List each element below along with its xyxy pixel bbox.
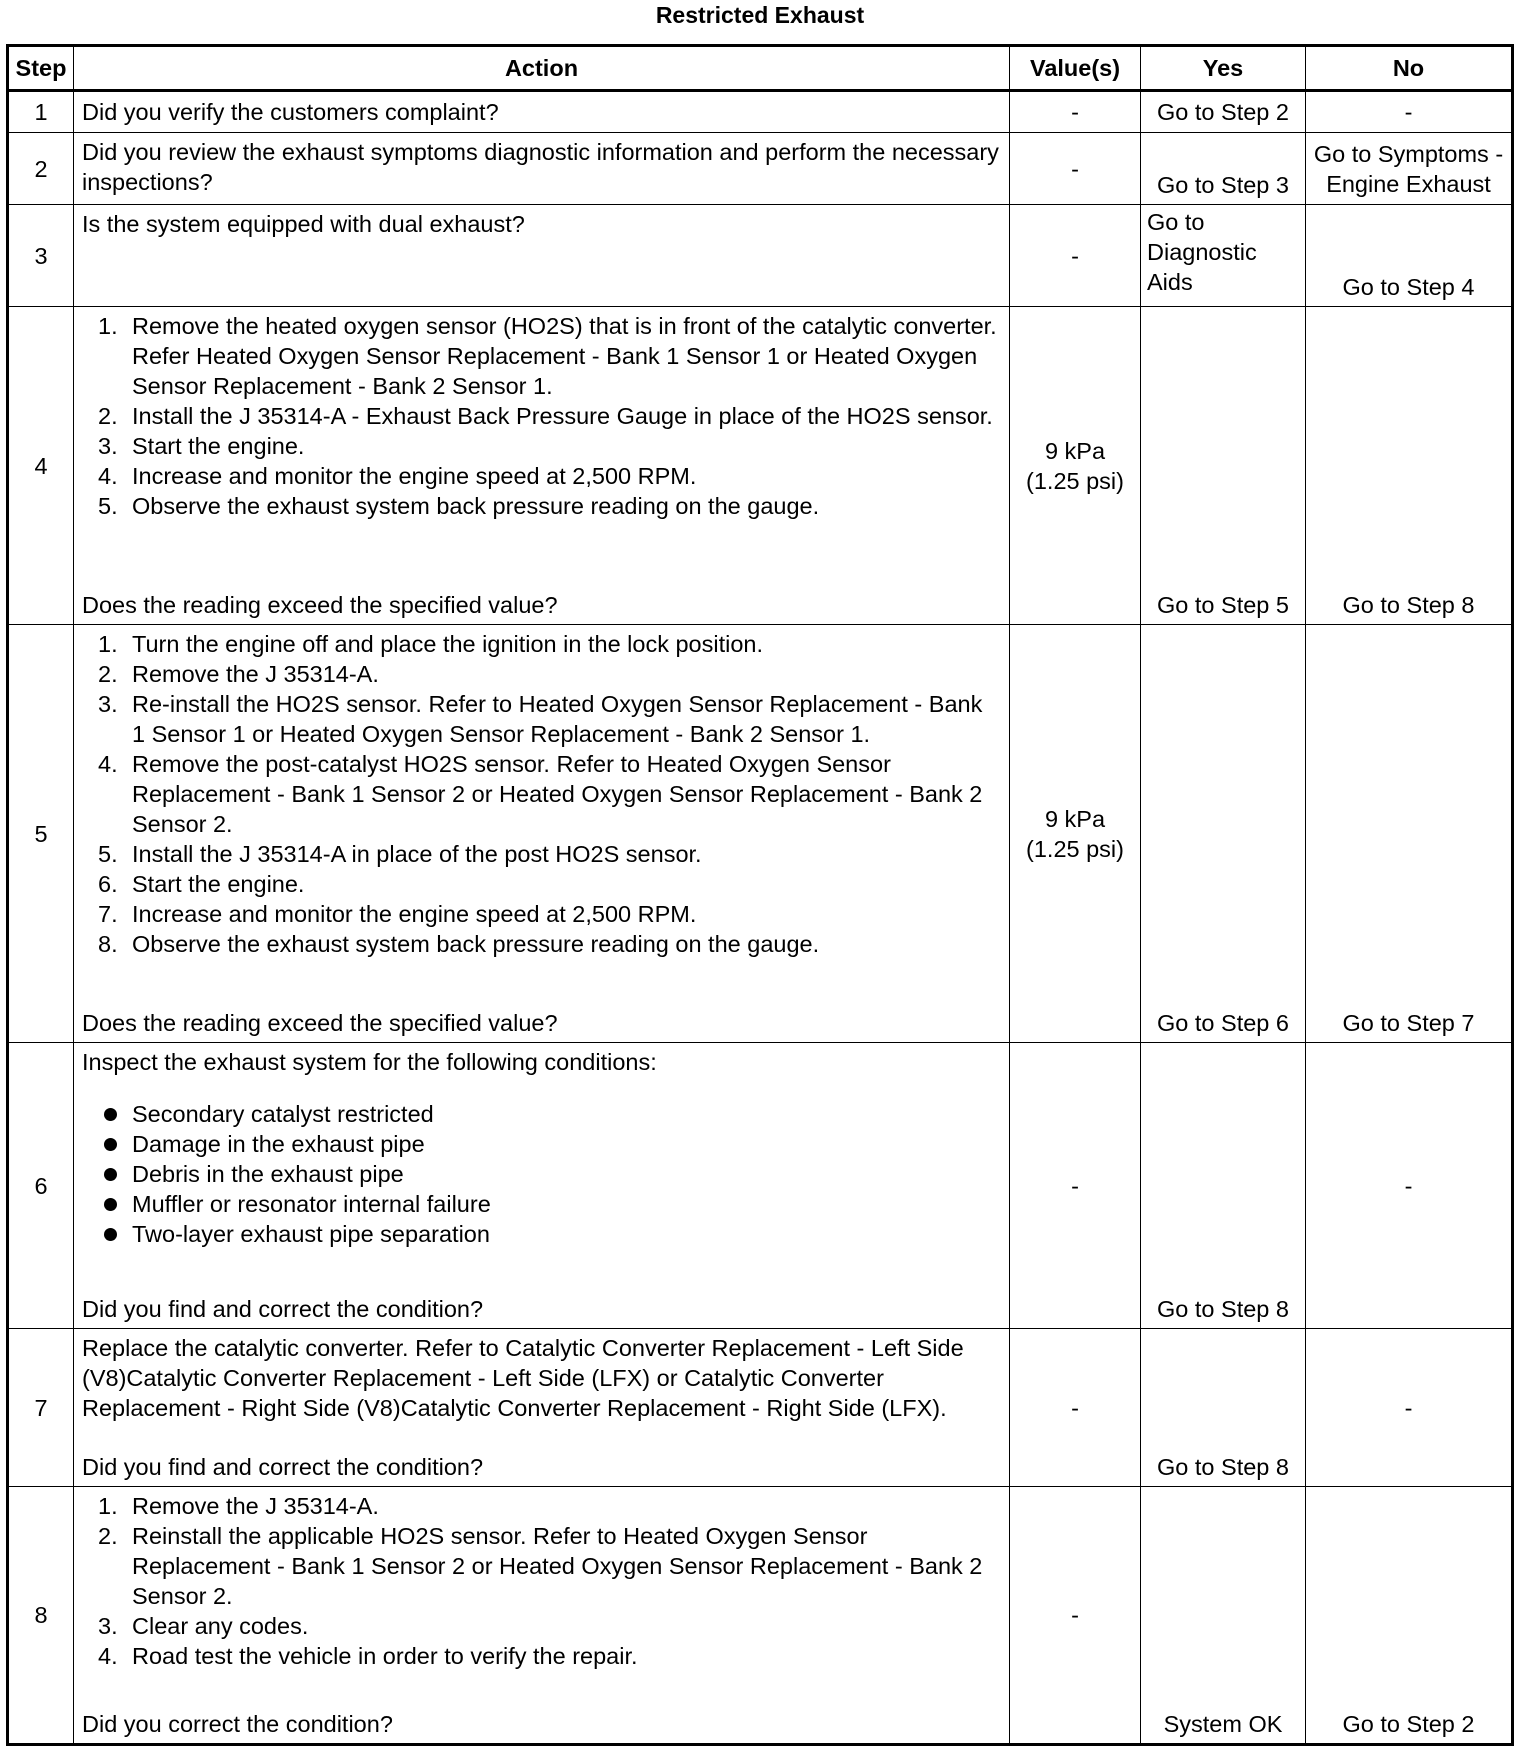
action-question: Does the reading exceed the specified value?	[82, 1010, 558, 1036]
list-item: 5. Observe the exhaust system back pressure reading on the gauge.	[98, 493, 820, 519]
list-item: 2. Install the J 35314-A - Exhaust Back Pressure Gauge in place of the HO2S sensor.	[98, 403, 993, 429]
list-item: 2. Remove the J 35314-A.	[98, 661, 379, 687]
action-cell	[74, 133, 1010, 205]
table-row	[8, 625, 1513, 1043]
yes-text: Go to Step 6	[1157, 1010, 1289, 1036]
step-number: 8	[8, 1487, 74, 1745]
table-row	[8, 1043, 1513, 1329]
list-item: 6. Start the engine.	[98, 871, 305, 897]
step-number: 7	[8, 1329, 74, 1487]
action-intro: Replace the catalytic converter. Refer to Catalytic Converter Replacement - Left Side (V8)Catalytic Converter Replacement - Left Side (LFX) or Catalytic Converter Replacement - Right Side (V8)Catalytic Converter Replacement - Right Side (LFX).	[82, 1335, 964, 1421]
no-text: Go to Step 7	[1342, 1010, 1475, 1036]
list-item: 1. Remove the heated oxygen sensor (HO2S) that is in front of the catalytic converter. Refer Heated Oxygen Sensor Replacement - Bank 1 Sensor 1 or Heated Oxygen Sensor Replacement - Bank 2 Sensor 1.	[98, 313, 997, 399]
action-cell	[74, 1043, 1010, 1329]
action-cell	[74, 1329, 1010, 1487]
list-item: 4. Increase and monitor the engine speed at 2,500 RPM.	[98, 463, 697, 489]
list-item: 1. Turn the engine off and place the ignition in the lock position.	[98, 631, 764, 657]
value-cell: -	[1010, 205, 1141, 307]
value-cell: -	[1010, 133, 1141, 205]
value-kpa: 9 kPa	[1044, 805, 1106, 832]
action-cell	[74, 625, 1010, 1043]
yes-text: Go to Step 3	[1157, 172, 1289, 198]
bullet-icon	[98, 1159, 132, 1189]
no-cell: -	[1306, 1329, 1513, 1487]
yes-cell	[1141, 307, 1306, 625]
list-item: Secondary catalyst restricted	[82, 1099, 1001, 1129]
list-item: 3. Clear any codes.	[98, 1613, 309, 1639]
action-cell	[74, 1487, 1010, 1745]
action-text: Did you verify the customers complaint?	[82, 99, 499, 125]
no-cell	[1306, 1487, 1513, 1745]
table-row	[8, 91, 1513, 133]
yes-text: System OK	[1163, 1711, 1283, 1737]
action-text: Is the system equipped with dual exhaust?	[82, 211, 525, 237]
yes-cell	[1141, 1043, 1306, 1329]
yes-cell	[1141, 1487, 1306, 1745]
step-number: 5	[8, 625, 74, 1043]
no-cell	[1306, 205, 1513, 307]
value-cell: -	[1010, 91, 1141, 133]
yes-cell	[1141, 1329, 1306, 1487]
header-yes: Yes	[1141, 46, 1306, 91]
value-cell	[1010, 625, 1141, 1043]
no-text: Go to Step 2	[1342, 1711, 1475, 1737]
list-item: Muffler or resonator internal failure	[82, 1189, 1001, 1219]
value-kpa: 9 kPa	[1044, 437, 1106, 464]
bullet-icon	[98, 1219, 132, 1249]
value-psi: (1.25 psi)	[1026, 467, 1124, 494]
action-steps	[82, 625, 1001, 959]
table-row	[8, 205, 1513, 307]
list-item: 8. Observe the exhaust system back pressure reading on the gauge.	[98, 931, 820, 957]
action-steps	[82, 1487, 1001, 1671]
table-row	[8, 1329, 1513, 1487]
list-item: 7. Increase and monitor the engine speed at 2,500 RPM.	[98, 901, 697, 927]
step-number: 3	[8, 205, 74, 307]
yes-text: Go to Step 8	[1157, 1454, 1289, 1480]
value-cell: -	[1010, 1329, 1141, 1487]
header-action: Action	[74, 46, 1010, 91]
table-row	[8, 307, 1513, 625]
step-number: 1	[8, 91, 74, 133]
list-item: 4. Remove the post-catalyst HO2S sensor. Refer to Heated Oxygen Sensor Replacement - Bank 1 Sensor 2 or Heated Oxygen Sensor Replacement - Bank 2 Sensor 2.	[98, 751, 983, 837]
list-item: Two-layer exhaust pipe separation	[82, 1219, 1001, 1249]
yes-text: Go to Diagnostic Aids	[1147, 209, 1257, 295]
value-psi: (1.25 psi)	[1026, 835, 1124, 862]
table-header-row	[8, 46, 1513, 91]
bullet-icon	[98, 1189, 132, 1219]
no-cell: Go to Symptoms - Engine Exhaust	[1306, 133, 1513, 205]
list-item: 4. Road test the vehicle in order to verify the repair.	[98, 1643, 638, 1669]
value-cell	[1010, 307, 1141, 625]
step-number: 4	[8, 307, 74, 625]
action-question: Did you find and correct the condition?	[82, 1296, 484, 1322]
list-item: Debris in the exhaust pipe	[82, 1159, 1001, 1189]
yes-cell	[1141, 205, 1306, 307]
table-row	[8, 1487, 1513, 1745]
step-number: 6	[8, 1043, 74, 1329]
no-cell	[1306, 625, 1513, 1043]
yes-cell	[1141, 625, 1306, 1043]
yes-cell	[1141, 133, 1306, 205]
step-number: 2	[8, 133, 74, 205]
condition-list	[82, 1099, 1001, 1249]
value-cell: -	[1010, 1043, 1141, 1329]
action-steps	[82, 307, 1001, 521]
page-title: Restricted Exhaust	[655, 2, 865, 28]
yes-text: Go to Step 5	[1157, 592, 1289, 618]
table-row	[8, 133, 1513, 205]
no-cell: -	[1306, 1043, 1513, 1329]
bullet-icon	[98, 1099, 132, 1129]
no-cell: -	[1306, 91, 1513, 133]
list-item: 1. Remove the J 35314-A.	[98, 1493, 379, 1519]
yes-cell: Go to Step 2	[1141, 91, 1306, 133]
header-no: No	[1306, 46, 1513, 91]
action-intro: Inspect the exhaust system for the following conditions:	[82, 1049, 657, 1075]
list-item: Damage in the exhaust pipe	[82, 1129, 1001, 1159]
value-cell: -	[1010, 1487, 1141, 1745]
list-item: 5. Install the J 35314-A in place of the post HO2S sensor.	[98, 841, 702, 867]
bullet-icon	[98, 1129, 132, 1159]
list-item: 3. Re-install the HO2S sensor. Refer to Heated Oxygen Sensor Replacement - Bank 1 Sensor 1 or Heated Oxygen Sensor Replacement - Bank 2 Sensor 1.	[98, 691, 983, 747]
action-text: Did you review the exhaust symptoms diagnostic information and perform the necessary inspections?	[82, 139, 999, 195]
action-cell	[74, 307, 1010, 625]
action-question: Does the reading exceed the specified value?	[82, 592, 558, 618]
action-cell	[74, 91, 1010, 133]
list-item: 2. Reinstall the applicable HO2S sensor. Refer to Heated Oxygen Sensor Replacement - Bank 1 Sensor 2 or Heated Oxygen Sensor Replacement - Bank 2 Sensor 2.	[98, 1523, 983, 1609]
header-values: Value(s)	[1010, 46, 1141, 91]
action-question: Did you find and correct the condition?	[82, 1454, 484, 1480]
no-cell	[1306, 307, 1513, 625]
no-text: Go to Step 4	[1342, 274, 1475, 300]
yes-text: Go to Step 8	[1157, 1296, 1289, 1322]
diagnostic-table	[6, 44, 1514, 1746]
list-item: 3. Start the engine.	[98, 433, 305, 459]
no-text: Go to Step 8	[1342, 592, 1475, 618]
action-cell	[74, 205, 1010, 307]
action-question: Did you correct the condition?	[82, 1711, 393, 1737]
header-step: Step	[8, 46, 74, 91]
